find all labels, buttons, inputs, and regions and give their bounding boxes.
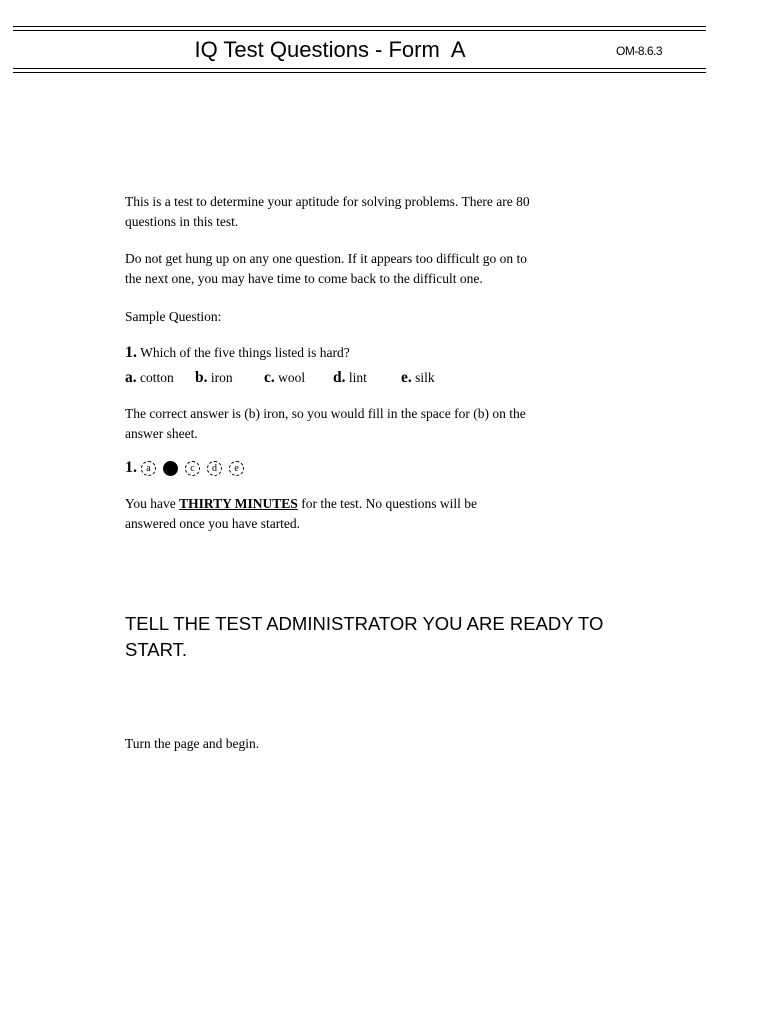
timing-prefix: You have bbox=[125, 496, 180, 511]
choice-letter: d. bbox=[333, 369, 346, 386]
choice-e bbox=[401, 369, 435, 387]
sample-choices bbox=[125, 369, 525, 389]
turn-page-instruction: Turn the page and begin. bbox=[125, 736, 260, 751]
form-code: OM-8.6.3 bbox=[616, 44, 663, 58]
page-title: IQ Test Questions - Form A bbox=[194, 37, 466, 62]
intro-paragraph-1: This is a test to determine your aptitude for solving problems. There are 80 questions in this test. bbox=[125, 194, 530, 229]
answer-bubble-a: a bbox=[141, 461, 156, 476]
choice-letter: e. bbox=[401, 369, 412, 386]
answer-bubbles bbox=[125, 459, 247, 481]
answer-bubble-b-filled: b bbox=[163, 461, 178, 476]
timing-paragraph bbox=[125, 494, 525, 534]
sample-label: Sample Question: bbox=[125, 309, 222, 324]
timing-suffix: for the test. No questions will be answered once you have started. bbox=[125, 496, 478, 531]
sample-question bbox=[125, 343, 350, 363]
header-bottom-rule-2 bbox=[13, 72, 706, 73]
choice-text: silk bbox=[415, 370, 435, 385]
timing-emphasis: THIRTY MINUTES bbox=[179, 496, 298, 511]
choice-a bbox=[125, 369, 174, 387]
intro-paragraph-2: Do not get hung up on any one question. If it appears too difficult go on to the next one, you may have time to come back to the difficult one. bbox=[125, 251, 528, 286]
answer-bubble-e: e bbox=[229, 461, 244, 476]
choice-text: iron bbox=[210, 370, 233, 385]
answer-number: 1. bbox=[125, 459, 137, 476]
choice-text: wool bbox=[278, 370, 306, 385]
choice-text: cotton bbox=[140, 370, 174, 385]
header-bottom-rule-1 bbox=[13, 68, 706, 69]
choice-letter: b. bbox=[195, 369, 208, 386]
ready-announcement: TELL THE TEST ADMINISTRATOR YOU ARE READY TO START. bbox=[125, 613, 604, 660]
explanation-paragraph: The correct answer is (b) iron, so you would fill in the space for (b) on the answer sheet. bbox=[125, 406, 526, 441]
sample-question-number: 1. bbox=[125, 344, 137, 361]
sample-question-text: Which of the five things listed is hard? bbox=[140, 345, 350, 360]
choice-b bbox=[195, 369, 233, 387]
header-top-rule-1 bbox=[13, 26, 706, 27]
choice-letter: c. bbox=[264, 369, 275, 386]
choice-d bbox=[333, 369, 367, 387]
header-top-rule-2 bbox=[13, 30, 706, 31]
choice-c bbox=[264, 369, 305, 387]
answer-bubble-d: d bbox=[207, 461, 222, 476]
choice-letter: a. bbox=[125, 369, 137, 386]
answer-bubble-c: c bbox=[185, 461, 200, 476]
choice-text: lint bbox=[348, 370, 367, 385]
